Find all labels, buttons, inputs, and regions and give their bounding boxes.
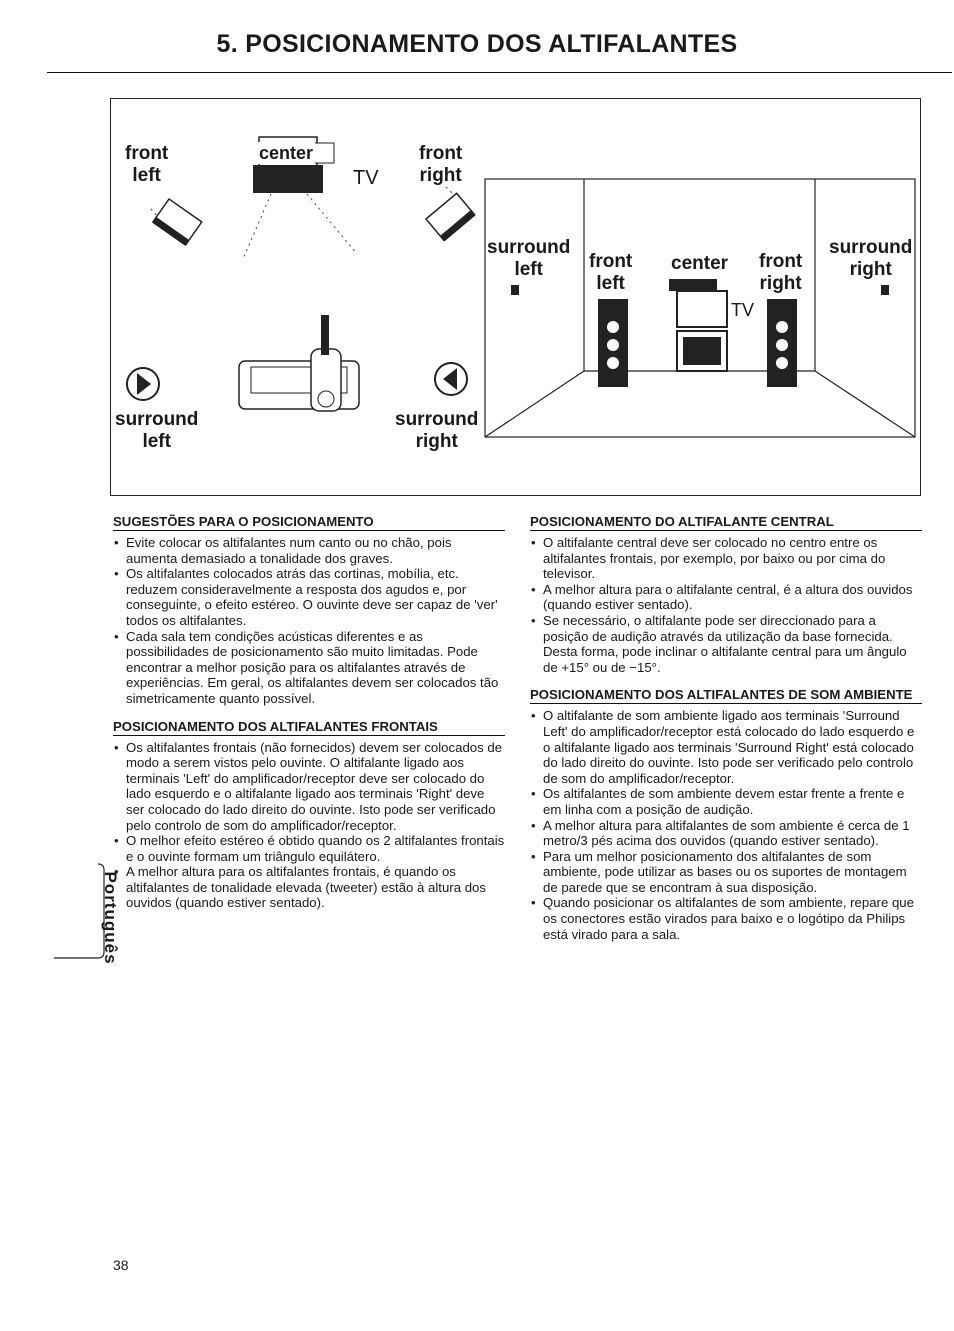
speaker-placement-diagram	[110, 98, 921, 496]
right-column	[530, 514, 922, 954]
room-front-right-speaker-icon	[767, 299, 797, 387]
list-item: • Os altifalantes de som ambiente devem estar frente a frente e em linha com a posição de audição.	[530, 786, 922, 817]
list-item: • Se necessário, o altifalante pode ser direccionado para a posição de audição através da utilização da base fornecida. Desta forma, pode inclinar o altifalante central para um ângulo de +15° ou de −15°.	[530, 613, 922, 675]
left-column	[113, 514, 505, 923]
room-surround-left-icon	[511, 285, 519, 295]
room-front-left-speaker-icon	[598, 299, 628, 387]
list-item: • O altifalante de som ambiente ligado aos terminais 'Surround Left' do amplificador/receptor está colocado do lado esquerdo e o altifalante ligado aos terminais 'Surround Right' está colocado do lado direito do ouvinte. Isto pode ser verificado pelo controlo de som do amplificador/receptor.	[530, 708, 922, 786]
side-tab-bracket	[52, 862, 106, 960]
section-front-speakers	[113, 719, 505, 912]
top-center-label: center	[259, 143, 314, 163]
list-item: • Os altifalantes colocados atrás das cortinas, mobília, etc. reduzem consideravelmente a resposta dos agudos e, por conseguinte, o efeito estéreo. O ouvinte deve ser capaz de 'ver' todos os altifalantes.	[113, 566, 505, 628]
sofa-listener-icon	[239, 315, 359, 411]
diagram-graphics	[111, 99, 922, 497]
top-front-left-label: front left	[125, 143, 169, 186]
page-number: 38	[113, 1257, 129, 1273]
top-front-right-label: front right	[419, 143, 463, 186]
section-center-speaker	[530, 514, 922, 675]
language-side-tab	[52, 862, 120, 965]
room-front-right-label: front right	[759, 251, 803, 294]
top-tv-label: TV	[353, 167, 379, 189]
room-surround-right-label: surround right	[829, 237, 913, 280]
bullet-list	[113, 535, 505, 707]
top-surround-right-label: surround right	[395, 409, 479, 452]
section-tips	[113, 514, 505, 707]
list-item: • Para um melhor posicionamento dos altifalantes de som ambiente, pode utilizar as bases ou os suportes de montagem de parede que se encontram à sua disposição.	[530, 849, 922, 896]
list-item: • Evite colocar os altifalantes num canto ou no chão, pois aumenta demasiado a tonalidade dos graves.	[113, 535, 505, 566]
side-tab-label: Português	[101, 871, 120, 965]
surround-right-speaker-icon	[435, 363, 467, 395]
bullet-list	[530, 535, 922, 675]
list-item: • A melhor altura para o altifalante central, é a altura dos ouvidos (quando estiver sentado).	[530, 582, 922, 613]
list-item: • Cada sala tem condições acústicas diferentes e as possibilidades de posicionamento são muito limitadas. Pode encontrar a melhor posição para os altifalantes através de experiências. Em geral, os altifalantes devem ser colocados tão simetricamente quanto possível.	[113, 629, 505, 707]
section-heading: POSICIONAMENTO DO ALTIFALANTE CENTRAL	[530, 514, 922, 531]
front-left-speaker-icon	[152, 199, 201, 246]
bullet-list	[530, 708, 922, 942]
room-center-label: center	[671, 253, 729, 274]
room-tv-label: TV	[731, 300, 755, 320]
section-heading: SUGESTÕES PARA O POSICIONAMENTO	[113, 514, 505, 531]
surround-left-speaker-icon	[127, 368, 159, 400]
section-heading: POSICIONAMENTO DOS ALTIFALANTES DE SOM AMBIENTE	[530, 687, 922, 704]
top-surround-left-label: surround left	[115, 409, 199, 452]
room-surround-right-icon	[881, 285, 889, 295]
room-surround-left-label: surround left	[487, 237, 571, 280]
list-item: • Os altifalantes frontais (não fornecidos) devem ser colocados de modo a serem vistos pelo ouvinte. O altifalante ligado aos terminais 'Left' do amplificador/receptor deve ser colocado do lado esquerdo e o altifalante ligado aos terminais 'Right' deve ser colocado do lado direito do ouvinte. Isto pode ser verificado pelo controlo de som do amplificador/receptor.	[113, 740, 505, 834]
bullet-list	[113, 740, 505, 912]
front-right-speaker-icon	[426, 193, 475, 241]
section-heading: POSICIONAMENTO DOS ALTIFALANTES FRONTAIS	[113, 719, 505, 736]
title-rule	[47, 72, 952, 73]
section-surround-speakers	[530, 687, 922, 942]
list-item: • A melhor altura para os altifalantes frontais, é quando os altifalantes de tonalidade elevada (tweeter) estão à altura dos ouvidos (quando estiver sentado).	[113, 864, 505, 911]
list-item: • A melhor altura para altifalantes de som ambiente é cerca de 1 metro/3 pés acima dos ouvidos (quando estiver sentado).	[530, 818, 922, 849]
room-tv-icon	[669, 279, 727, 371]
page-title: 5. POSICIONAMENTO DOS ALTIFALANTES	[216, 30, 738, 58]
room-front-left-label: front left	[589, 251, 633, 294]
list-item: • O melhor efeito estéreo é obtido quando os 2 altifalantes frontais e o ouvinte formam um triângulo equilátero.	[113, 833, 505, 864]
list-item: • O altifalante central deve ser colocado no centro entre os altifalantes frontais, por exemplo, por baixo ou por cima do televisor.	[530, 535, 922, 582]
list-item: • Quando posicionar os altifalantes de som ambiente, repare que os conectores estão virados para baixo e o logótipo da Philips está virado para a sala.	[530, 895, 922, 942]
